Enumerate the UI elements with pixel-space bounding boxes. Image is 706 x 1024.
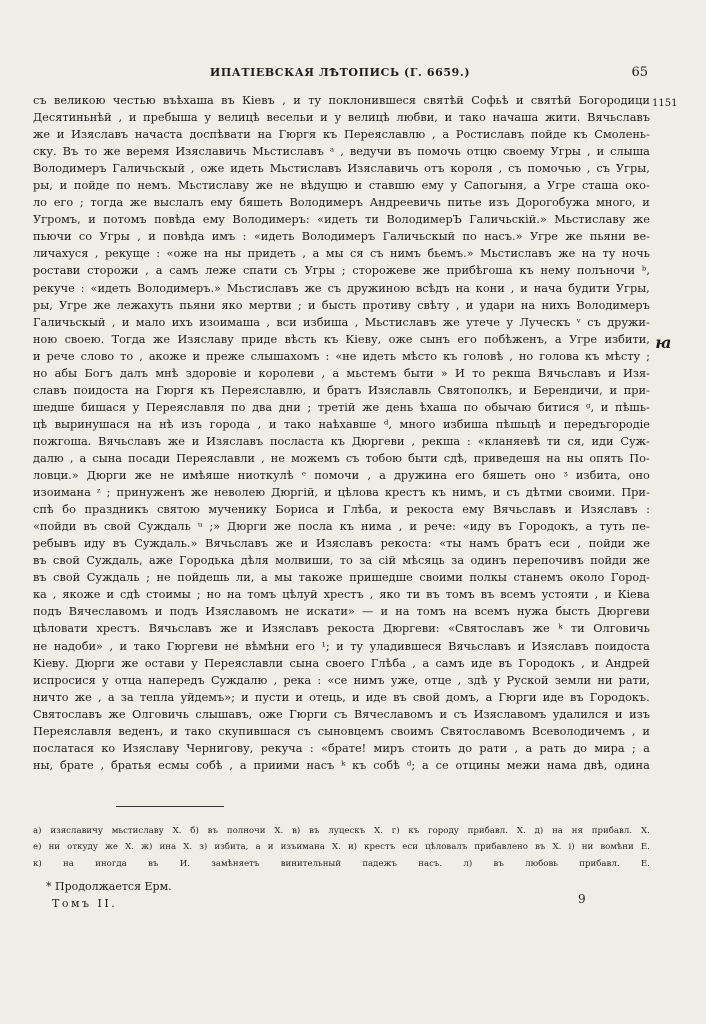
text-line: Галичьскый , и мало ихъ изоимаша , вси избиша , Мьстиславъ же утече у Луческъ ᵛ съ дружи- (33, 315, 650, 329)
text-line: ка , якоже и сдѣ стоимы ; но на томъ цѣлуй хрестъ , яко ти въ томъ въ всемъ устояти , и Кіева (33, 588, 650, 602)
text-line: подъ Вячеславомъ и подъ Изяславомъ не искати» — и на томъ на всемъ нужа бысть Дюргеви (33, 605, 650, 619)
margin-year-number: 1151 (652, 98, 678, 109)
text-line: пьючи со Угры , и повѣда имъ : «идеть Володимеръ Галичьскый по насъ.» Угре же пьяни ве- (33, 230, 650, 244)
text-line: ры, и пойде по немъ. Мьстиславу же не вѣдущю и ставшю ему у Сапогыня, а Угре сташа око- (33, 179, 650, 193)
text-line: послатася ко Изяславу Чернигову, рекуча : «брате! миръ стоить до рати , а рать до мира ; а (33, 741, 650, 755)
text-line: ры, Угре же лежахуть пьяни яко мертви ; и бысть противу свѣту , и удари на нихъ Володимеръ (33, 298, 650, 312)
text-line: ло его ; тогда же выслалъ ему бяшеть Володимеръ Андреевичь питье изъ Дорогобужа много, и (33, 196, 650, 210)
text-line: рекуче : «идеть Володимеръ.» Мьстиславъ же съ дружиною всѣдъ на кони , и нача будити Угры, (33, 281, 650, 295)
text-line: шедше бишася у Переяславля по два дни ; третій же день ѣхаша по обычаю битися ᶢ, и пѣшь- (33, 400, 650, 414)
text-line: въ свой Суждаль ; не пойдешь ли, а мы такоже пришедше своими полкы станемъ около Город- (33, 571, 650, 585)
text-line: пожгоша. Вячьславъ же и Изяславъ посласта къ Дюргеви , рекша : «кланяевѣ ти ся, иди Суж- (33, 434, 650, 448)
volume-label: Томъ II. (52, 897, 118, 910)
text-line: ны, брате , братья есмы собѣ , а приими насъ ᵏ къ собѣ ᵈ; а се отцины межи нама двѣ, одина (33, 758, 650, 772)
text-line: далю , а сына посади Переяславли , не можемъ съ тобою быти сдѣ, приведешя на ны опять По- (33, 451, 650, 465)
text-line: ловци.» Дюрги же не имѣяше ниоткулѣ ᵉ помочи , а дружина его бяшеть оно ᶾ избита, оно (33, 469, 650, 483)
margin-handwritten-mark: ꙗ (655, 333, 672, 352)
text-line: «пойди въ свой Суждаль ᵘ ;» Дюрги же посла къ нима , и рече: «иду въ Городокъ, а туть пе- (33, 520, 650, 534)
text-line: славъ поидоста на Гюргя къ Переяславлю, и братъ Изяславль Святополкъ, и Берендичи, и при- (33, 383, 650, 397)
text-line: личахуся , рекуще : «оже на ны придеть , а мы ся съ нимъ бьемъ.» Мьстиславъ же на ту ночь (33, 247, 650, 261)
text-line: ростави сторожи , а самъ леже спати съ Угры ; сторожеве же прибѣгоша къ нему полъночи ᵇ, (33, 264, 650, 278)
text-line: ребывъ иду въ Суждаль.» Вячьславъ же и Изяславъ рекоста: «ты намъ братъ еси , пойди же (33, 537, 650, 551)
footnote-line: а) изяславичу мьстиславу Х. б) въ полночи Х. в) въ луцескъ Х. г) къ городу прибавл. Х. д) на ня прибавл. Х. (33, 826, 650, 836)
text-line: Угромъ, и потомъ повѣда ему Володимеръ: «идеть ти ВолодимерЪ Галичьскій.» Мьстиславу же (33, 213, 650, 227)
continuation-note: * Продолжается Ерм. (46, 880, 172, 893)
footnote-line: е) ни откуду же Х. ж) ина Х. з) избита, а и изъимана Х. и) крестъ еси цѣловалъ прибавлено въ Х. і) ни вомѣни Е. (33, 842, 650, 853)
text-line: Десятиньнѣй , и пребыша у велицѣ весельи и у велицѣ любви, и тако начаша жити. Вячьславъ (33, 111, 650, 125)
text-line: испросися у отца напередъ Суждалю , река : «се нимъ уже, отце , здѣ у Руской земли ни рати, (33, 673, 650, 687)
text-line: изоимана ᶻ ; принуженъ же неволею Дюргій, и цѣлова крестъ къ нимъ, и съ дѣтми своими. При- (33, 486, 650, 500)
text-line: Кіеву. Дюрги же остави у Переяславли сына своего Глѣба , а самъ иде въ Городокъ , и Андрей (33, 656, 650, 670)
text-line: же и Изяславъ начаста доспѣвати на Гюргя къ Переяславлю , а Ростиславъ пойде къ Смолень- (33, 128, 650, 142)
text-line: не надоби» , и тако Гюргеви не вѣмѣни его ¹; и ту уладившеся Вячьславъ и Изяславъ поидоста (33, 639, 650, 653)
text-line: Володимеръ Галичьскый , оже идеть Мьстиславъ Изяславичь отъ короля , съ помочью , съ Угры, (33, 162, 650, 176)
text-line: ничто же , а за тепла уйдемъ»; и пусти и отець, и иде въ свой домъ, а Гюрги иде въ Городокъ. (33, 690, 650, 704)
text-line: спѣ бо праздникъ святою мученику Бориса и Глѣба, и рекоста ему Вячьславъ и Изяславъ : (33, 503, 650, 517)
text-line: но абы Богъ далъ мнѣ здоровіе и королеви , а мьстемъ быти » И то рекша Вячьславъ и Изя- (33, 366, 650, 380)
page-header (30, 66, 650, 84)
text-line: ску. Въ то же веремя Изяславичь Мьстиславъ ᵃ , ведучи въ помочь отцю своему Угры , и слыша (33, 145, 650, 159)
text-line: Святославъ же Олговичь слышавъ, оже Гюрги съ Вячеславомъ и съ Изяславомъ удалился и изъ (33, 707, 650, 721)
text-line: цѣловати хрестъ. Вячьславъ же и Изяславъ рекоста Дюргеви: «Святославъ же ᵏ ти Олговичь (33, 622, 650, 636)
text-line: Переяславля веденъ, и тако скупившася съ сыновцемъ своимъ Святославомъ Всеволодичемъ , и (33, 724, 650, 738)
running-title: ИПАТІЕВСКАЯ ЛѢТОПИСЬ (Г. 6659.) (209, 66, 471, 79)
page-footer (46, 878, 172, 912)
text-line: и рече слово то , акоже и преже слышахомъ : «не идеть мѣсто къ головѣ , но голова къ мѣсту ; (33, 349, 650, 363)
footnote-line: к) на иногда въ И. замѣняетъ винительный падежъ насъ. л) въ любовь прибавл. Е. (33, 858, 650, 869)
signature-mark: 9 (578, 892, 586, 906)
text-line: въ свой Суждаль, аже Городька дѣля молвиши, то за сій мѣсяць за одинъ перепочивъ пойди же (33, 554, 650, 568)
text-line: съ великою честью въѣхаша въ Кіевъ , и ту поклонившеся святѣй Софьѣ и святѣй Богородици (33, 94, 650, 107)
text-line: ною своею. Тогда же Изяславу приде вѣсть къ Кіеву, оже сынъ его побѣженъ, а Угре избити, (33, 332, 650, 346)
footnotes (33, 823, 650, 872)
main-text (33, 92, 650, 774)
text-line: цѣ выринушася на нѣ изъ города , и тако наѣхавше ᵈ, много избиша пѣшьцѣ и передъгородіе (33, 417, 650, 431)
footnote-divider (116, 806, 224, 807)
page-number: 65 (631, 65, 648, 80)
